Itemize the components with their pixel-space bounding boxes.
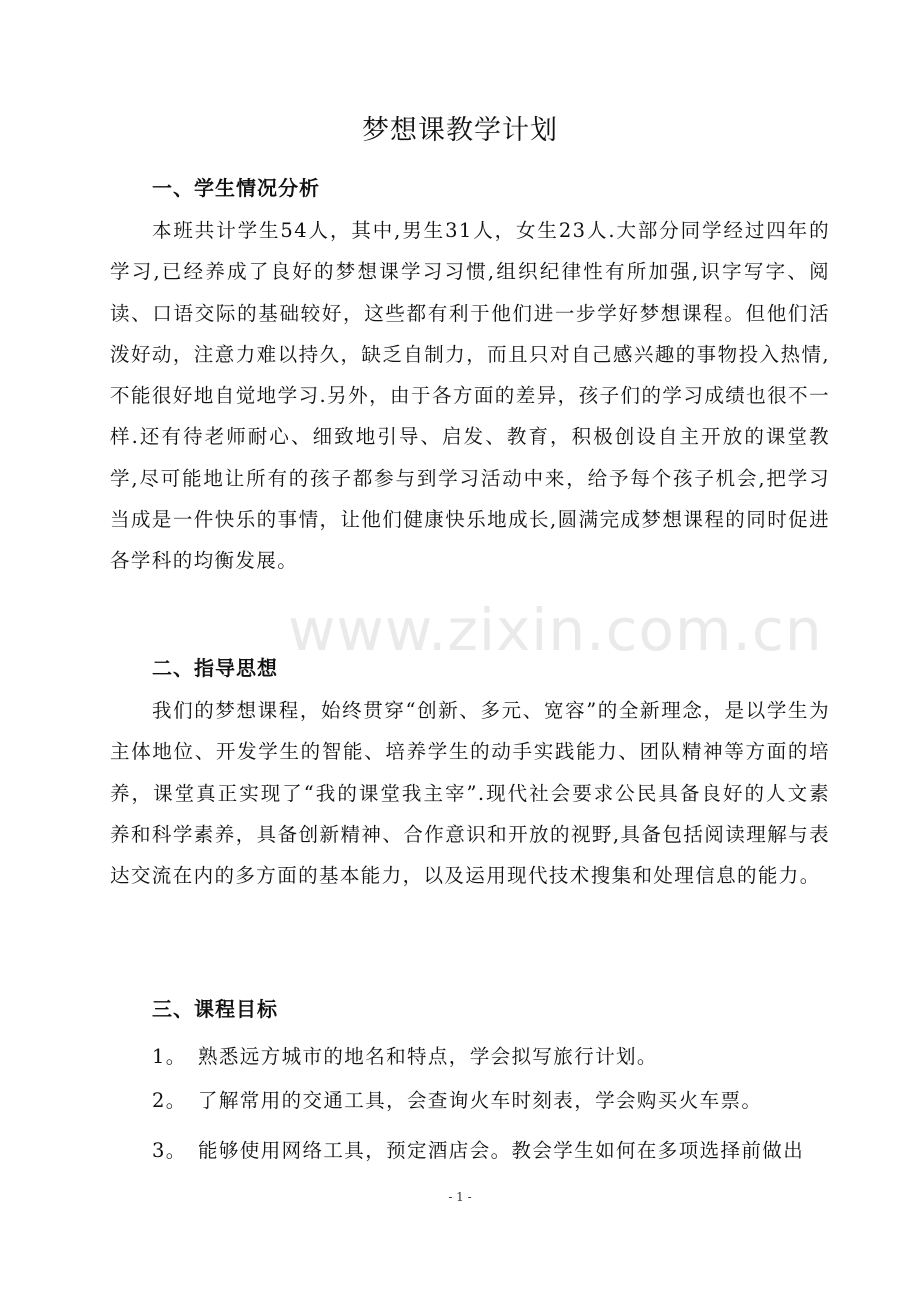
page-number: - 1 - xyxy=(448,1190,472,1204)
list-item xyxy=(152,1085,832,1113)
list-item xyxy=(152,1135,832,1163)
list-item-number: 2。 xyxy=(152,1089,187,1112)
watermark: www.zixin.com.cn xyxy=(288,596,823,664)
list-item-number: 3。 xyxy=(152,1139,187,1162)
list-item xyxy=(152,1041,832,1069)
section-paragraph-guiding-ideology: 我们的梦想课程，始终贯穿“创新、多元、宽容”的全新理念，是以学生为主体地位、开发学生的智能、培养学生的动手实践能力、团队精神等方面的培养，课堂真正实现了“我的课堂我主宰”.现代社会要求公民具备良好的人文素养和科学素养，具备创新精神、合作意识和开放的视野,具备包括阅读理解与表达交流在内的多方面的基本能力，以及运用现代技术搜集和处理信息的能力。 xyxy=(110,699,830,888)
list-item-text: 了解常用的交通工具，会查询火车时刻表，学会购买火车票。 xyxy=(198,1089,763,1112)
list-item-text: 能够使用网络工具，预定酒店会。教会学生如何在多项选择前做出 xyxy=(198,1139,805,1162)
document-title: 梦想课教学计划 xyxy=(362,115,558,146)
section-heading-student-analysis: 一、学生情况分析 xyxy=(152,176,320,200)
section-paragraph-student-analysis: 本班共计学生54人，其中,男生31人，女生23人.大部分同学经过四年的学习,已经养成了良好的梦想课学习习惯,组织纪律性有所加强,识字写字、阅读、口语交际的基础较好，这些都有利于他们进一步学好梦想课程。但他们活泼好动，注意力难以持久，缺乏自制力，而且只对自己感兴趣的事物投入热情,不能很好地自觉地学习.另外，由于各方面的差异，孩子们的学习成绩也很不一样.还有待老师耐心、细致地引导、启发、教育，积极创设自主开放的课堂教学,尽可能地让所有的孩子都参与到学习活动中来，给予每个孩子机会,把学习当成是一件快乐的事情，让他们健康快乐地成长,圆满完成梦想课程的同时促进各学科的均衡发展。 xyxy=(110,219,830,573)
list-item-number: 1。 xyxy=(152,1045,187,1068)
section-heading-guiding-ideology: 二、指导思想 xyxy=(152,656,278,680)
list-item-text: 熟悉远方城市的地名和特点，学会拟写旅行计划。 xyxy=(198,1045,658,1068)
section-heading-course-goals: 三、课程目标 xyxy=(152,997,278,1021)
